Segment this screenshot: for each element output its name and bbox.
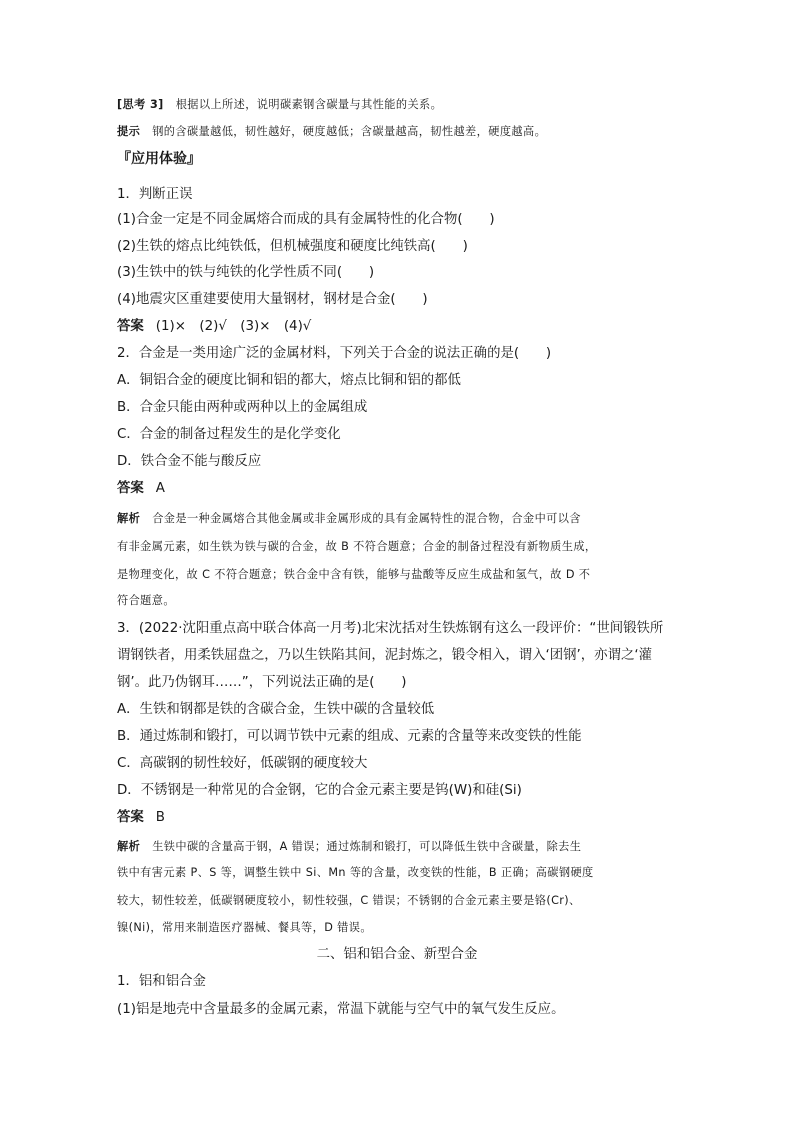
q3-stem-line-3: 钢’。此乃伪钢耳……”，下列说法正确的是( )	[117, 675, 407, 690]
q2-analysis-label: 解析	[117, 512, 141, 525]
q3-analysis-line-1	[117, 838, 581, 856]
part2-title: 二、铝和铝合金、新型合金	[316, 947, 478, 962]
q3-analysis-label: 解析	[117, 840, 141, 853]
q2-answer: A	[155, 481, 165, 496]
q2-answer-label: 答案	[117, 481, 144, 496]
q2-option-a: A．铜铝合金的硬度比铜和铝的都大，熔点比铜和铝的都低	[117, 373, 461, 388]
q2-answer-line	[117, 480, 165, 498]
q3-option-c: C．高碳钢的韧性较好，低碳钢的硬度较大	[117, 756, 368, 771]
q3-analysis-line-2: 铁中有害元素 P、S 等，调整生铁中 Si、Mn 等的含量，改变铁的性能，B 正确；高碳钢硬度	[117, 866, 594, 879]
q2-option-c: C．合金的制备过程发生的是化学变化	[117, 427, 341, 442]
q2-analysis-line-1	[117, 510, 581, 528]
q2-analysis-text-1: 合金是一种金属熔合其他金属或非金属形成的具有金属特性的混合物，合金中可以含	[152, 512, 581, 525]
think3-question-line	[117, 96, 442, 114]
q3-option-d: D．不锈钢是一种常见的合金钢，它的合金元素主要是钨(W)和硅(Si)	[117, 783, 522, 798]
q1-item-1: (1)合金一定是不同金属熔合而成的具有金属特性的化合物( )	[117, 212, 495, 227]
q3-analysis-text-1: 生铁中碳的含量高于钢，A 错误；通过炼制和锻打，可以降低生铁中含碳量，除去生	[152, 840, 582, 853]
think3-label: [思考 3]	[117, 98, 164, 111]
think3-hint-line	[117, 123, 546, 141]
section-heading: 『应用体验』	[117, 151, 201, 167]
q3-analysis-line-3: 较大，韧性较差，低碳钢硬度较小，韧性较强，C 错误；不锈钢的合金元素主要是铬(Cr)、	[117, 894, 581, 907]
q1-item-3: (3)生铁中的铁与纯铁的化学性质不同( )	[117, 265, 375, 280]
q2-option-d: D．铁合金不能与酸反应	[117, 454, 262, 469]
part2-subtitle-1: 1．铝和铝合金	[117, 974, 206, 989]
hint-text: 钢的含碳量越低，韧性越好，硬度越低；含碳量越高，韧性越差，硬度越高。	[152, 125, 547, 138]
q1-answer-line	[117, 318, 311, 336]
q3-answer-line	[117, 809, 165, 827]
q1-answer: (1)× (2)√ (3)× (4)√	[155, 319, 312, 334]
q3-stem-line-2: 谓钢铁者，用柔铁屈盘之，乃以生铁陷其间，泥封炼之，锻令相入，谓入‘团钢’，亦谓之‘灌	[117, 648, 653, 663]
q1-title: 1．判断正误	[117, 187, 193, 202]
q3-option-b: B．通过炼制和锻打，可以调节铁中元素的组成、元素的含量等来改变铁的性能	[117, 729, 582, 744]
hint-label: 提示	[117, 125, 141, 138]
q1-item-2: (2)生铁的熔点比纯铁低，但机械强度和硬度比纯铁高( )	[117, 239, 468, 254]
q3-analysis-line-4: 镍(Ni)，常用来制造医疗器械、餐具等，D 错误。	[117, 921, 372, 934]
q2-analysis-line-2: 有非金属元素，如生铁为铁与碳的合金，故 B 不符合题意；合金的制备过程没有新物质生成，	[117, 540, 597, 553]
q3-answer: B	[155, 810, 165, 825]
q2-analysis-line-3: 是物理变化，故 C 不符合题意；铁合金中含有铁，能够与盐酸等反应生成盐和氢气，故 D 不	[117, 568, 591, 581]
q3-answer-label: 答案	[117, 810, 144, 825]
part2-line-1: (1)铝是地壳中含量最多的金属元素，常温下就能与空气中的氧气发生反应。	[117, 1002, 565, 1017]
q2-stem: 2．合金是一类用途广泛的金属材料，下列关于合金的说法正确的是( )	[117, 346, 552, 361]
q2-option-b: B．合金只能由两种或两种以上的金属组成	[117, 400, 368, 415]
q2-analysis-line-4: 符合题意。	[117, 594, 175, 607]
q3-option-a: A．生铁和钢都是铁的含碳合金，生铁中碳的含量较低	[117, 702, 435, 717]
think3-question: 根据以上所述，说明碳素钢含碳量与其性能的关系。	[175, 98, 443, 111]
q1-answer-label: 答案	[117, 319, 144, 334]
q1-item-4: (4)地震灾区重建要使用大量钢材，钢材是合金( )	[117, 292, 428, 307]
q3-stem-line-1: 3．(2022·沈阳重点高中联合体高一月考)北宋沈括对生铁炼钢有这么一段评价：“世间锻铁所	[117, 621, 664, 636]
